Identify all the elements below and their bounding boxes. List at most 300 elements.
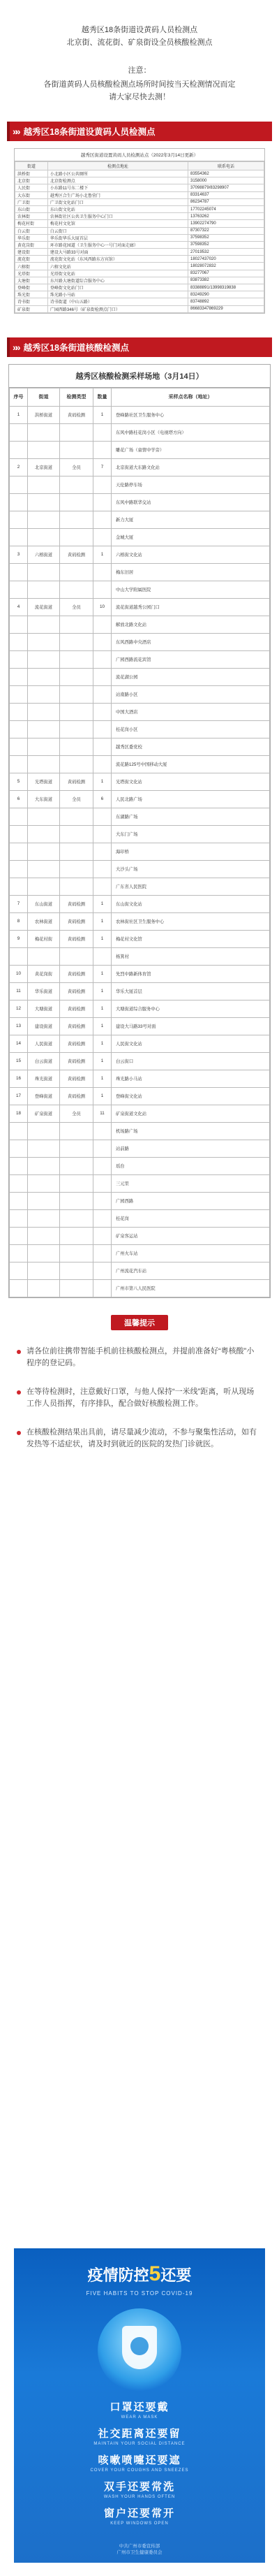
table-cell xyxy=(10,633,28,650)
table-cell: 天伦路停车场 xyxy=(112,476,270,493)
table-cell xyxy=(93,493,112,511)
table-row xyxy=(10,790,270,808)
table-cell: 83388891/13998319838 xyxy=(188,284,264,291)
table-cell: 2 xyxy=(10,458,28,476)
table-cell xyxy=(93,423,112,441)
table-cell xyxy=(93,825,112,843)
table-cell xyxy=(60,1279,93,1297)
table-cell: 新力大厦 xyxy=(112,511,270,528)
table-row xyxy=(10,493,270,511)
table-cell xyxy=(60,528,93,546)
table-row xyxy=(10,598,270,616)
table-row xyxy=(10,720,270,738)
table-row xyxy=(10,1279,270,1297)
table-cell xyxy=(28,843,60,860)
table-cell xyxy=(10,423,28,441)
table-cell xyxy=(28,1227,60,1244)
table-row xyxy=(15,291,264,298)
table-cell: 13902274790 xyxy=(188,220,264,227)
table-cell: 北京街 xyxy=(15,177,48,184)
table-cell xyxy=(93,755,112,773)
table-row xyxy=(15,277,264,284)
table-cell: 5 xyxy=(10,773,28,790)
table-cell: 东风西路中央酒店 xyxy=(112,633,270,650)
table-cell: 8 xyxy=(10,912,28,930)
table-cell: 1 xyxy=(93,965,112,982)
table-cell: 黄花岗街 xyxy=(15,241,48,248)
table-cell: 1 xyxy=(93,1000,112,1017)
table-cell: 1 xyxy=(93,912,112,930)
table-cell: 全员 xyxy=(60,598,93,616)
table-cell xyxy=(10,493,28,511)
table-cell: 1 xyxy=(93,1035,112,1052)
table-row xyxy=(15,220,264,227)
table-row xyxy=(10,965,270,982)
table-cell: 大东街道 xyxy=(28,790,60,808)
table-cell: 人民街文化站 xyxy=(112,1035,270,1052)
table-row xyxy=(10,1157,270,1174)
table-cell xyxy=(60,633,93,650)
table-cell xyxy=(93,563,112,581)
table-cell: 83873382 xyxy=(188,277,264,284)
table-cell: 华乐街 xyxy=(15,234,48,241)
table-cell: 诗书街道（中山五路） xyxy=(47,298,188,305)
poster-subtitle: FIVE HABITS TO STOP COVID-19 xyxy=(86,2290,193,2297)
table-cell: 梅花村文化馆 xyxy=(112,930,270,947)
table-cell xyxy=(93,1209,112,1227)
table-cell xyxy=(60,581,93,598)
table-cell xyxy=(10,581,28,598)
table-cell: 黄码检测 xyxy=(60,773,93,790)
column-header: 街道 xyxy=(15,162,48,170)
table-cell xyxy=(60,1244,93,1262)
table-row xyxy=(10,947,270,965)
table-row xyxy=(10,1087,270,1105)
table-cell: 东山街文化站 xyxy=(112,895,270,912)
table-row xyxy=(10,1070,270,1087)
table-cell xyxy=(10,825,28,843)
table-cell: 登峰街文化站 xyxy=(112,1087,270,1105)
yellow-code-table xyxy=(14,148,265,314)
table-cell: 83249290 xyxy=(188,291,264,298)
table-cell: 10 xyxy=(93,598,112,616)
table-cell: 光塔街文化站 xyxy=(112,773,270,790)
table-cell xyxy=(28,616,60,633)
table-cell xyxy=(60,755,93,773)
table-row xyxy=(10,912,270,930)
table-cell xyxy=(93,1279,112,1297)
table-cell xyxy=(10,650,28,668)
table-row xyxy=(15,170,264,177)
table-cell xyxy=(10,1174,28,1192)
table-cell: 光塔街道 xyxy=(28,773,60,790)
table-cell: 建设大马路33号对面 xyxy=(112,1017,270,1035)
table-cell: 瑶台 xyxy=(112,1157,270,1174)
table-cell: 大沙头广场 xyxy=(112,860,270,878)
table-cell: 37098879/83298907 xyxy=(188,184,264,191)
table-cell: 东山街道 xyxy=(28,895,60,912)
table-cell: 7 xyxy=(10,895,28,912)
table-cell: 1 xyxy=(93,773,112,790)
table-cell: 珠光路小马站 xyxy=(112,1070,270,1087)
table-cell: 东风中路联华交站 xyxy=(112,493,270,511)
table-cell: 建设街 xyxy=(15,249,48,256)
table-row xyxy=(15,205,264,212)
table-cell xyxy=(10,1192,28,1209)
table-cell xyxy=(10,860,28,878)
table-cell: 黄码检测 xyxy=(60,546,93,563)
table-cell xyxy=(10,755,28,773)
table-cell xyxy=(28,1279,60,1297)
table-row xyxy=(10,1000,270,1017)
table-cell xyxy=(28,1140,60,1157)
table-cell: 矿泉街道 xyxy=(28,1105,60,1122)
table-cell: 北京街道 xyxy=(28,458,60,476)
rule-windows: 窗户还要常开 KEEP WINDOWS OPEN xyxy=(103,2508,175,2526)
table-row xyxy=(10,1122,270,1140)
table-cell: 广卫街 xyxy=(15,198,48,205)
table-cell xyxy=(60,1262,93,1279)
table-cell: 全员 xyxy=(60,1105,93,1122)
table-cell: 大东门广场 xyxy=(112,825,270,843)
table-cell: 人民北路广场 xyxy=(112,790,270,808)
table-row xyxy=(10,1262,270,1279)
table-cell: 六榕街 xyxy=(15,263,48,270)
bullet-icon xyxy=(17,1390,21,1395)
chevron-right-icon: »» xyxy=(13,126,18,137)
table-cell: 黄码检测 xyxy=(60,965,93,982)
table-cell: 广州流花汽车站 xyxy=(112,1262,270,1279)
table-cell xyxy=(93,1174,112,1192)
table-title: 越秀区街道设置黄码人员检测站点（2022年3月14日更新） xyxy=(15,149,264,161)
table-cell xyxy=(28,703,60,720)
column-header: 序号 xyxy=(10,388,28,406)
section-title: 越秀区18条街道核酸检测点 xyxy=(23,342,129,353)
table-cell xyxy=(10,878,28,895)
table-cell: 6 xyxy=(93,790,112,808)
table-cell: 1 xyxy=(93,930,112,947)
table-row xyxy=(15,234,264,241)
table-row xyxy=(10,930,270,947)
table-cell xyxy=(93,1192,112,1209)
table-cell: 83748892 xyxy=(188,298,264,305)
table-cell: 全员 xyxy=(60,458,93,476)
table-cell: 广东省人民医院 xyxy=(112,878,270,895)
table-cell xyxy=(10,668,28,685)
table-cell: 金城大厦 xyxy=(112,528,270,546)
table-cell xyxy=(10,1227,28,1244)
table-cell xyxy=(28,1174,60,1192)
table-row xyxy=(10,1209,270,1227)
table-cell xyxy=(60,1209,93,1227)
table-cell: 登峰街道 xyxy=(28,1087,60,1105)
table-row xyxy=(10,1017,270,1035)
table-cell: 黄花岗街 xyxy=(28,965,60,982)
tip-text: 请各位前往携带智能手机前往核酸检测点，并提前准备好“粤核酸”小程序的登记码。 xyxy=(27,1346,255,1367)
table-cell xyxy=(10,1157,28,1174)
table-row xyxy=(15,177,264,184)
table-cell: 海印桥 xyxy=(112,843,270,860)
rule-cover: 咳嗽喷嚏还要遮 COVER YOUR COUGHS AND SNEEZES xyxy=(90,2454,189,2473)
table-row xyxy=(10,738,270,755)
table-cell: 建设街道 xyxy=(28,1017,60,1035)
table-cell: 小北路小区公共厕所 xyxy=(47,170,188,177)
poster-title: 疫情防控5还要 xyxy=(87,2262,192,2285)
table-row xyxy=(10,825,270,843)
table-row xyxy=(15,256,264,263)
table-cell xyxy=(60,685,93,703)
table-cell xyxy=(28,476,60,493)
table-cell: 小东路11号东二楼下 xyxy=(47,184,188,191)
table-cell: 洪桥街 xyxy=(15,170,48,177)
table-cell: 黄码检测 xyxy=(60,1087,93,1105)
table-cell: 东湖路广场 xyxy=(112,808,270,825)
table-cell: 流花街 xyxy=(15,256,48,263)
table-cell xyxy=(60,563,93,581)
table-cell xyxy=(28,825,60,843)
table-cell xyxy=(10,703,28,720)
shield-icon xyxy=(98,2308,181,2392)
table-cell xyxy=(28,650,60,668)
table-cell: 建设大马路33号对面 xyxy=(47,249,188,256)
table-cell xyxy=(28,685,60,703)
table-cell: 东风中路桂花岗小区（电视塔方向） xyxy=(112,423,270,441)
table-row xyxy=(10,423,270,441)
table-row xyxy=(10,1227,270,1244)
table-cell: 3158000 xyxy=(188,177,264,184)
table-cell xyxy=(93,1122,112,1140)
table-cell xyxy=(28,1209,60,1227)
table-cell: 18 xyxy=(10,1105,28,1122)
table-cell: 白云街口 xyxy=(112,1052,270,1070)
table-cell: 1 xyxy=(10,406,28,423)
table-cell xyxy=(93,1140,112,1157)
intro-line-1: 越秀区18条街道设黄码人员检测点 xyxy=(81,26,198,34)
table-cell: 北京街检测点 xyxy=(47,177,188,184)
table-row xyxy=(15,284,264,291)
table-cell: 大东街 xyxy=(15,191,48,198)
table-cell: 登峰路社区卫生服务中心 xyxy=(112,406,270,423)
tip-item xyxy=(17,1346,259,1369)
table-cell: 广州市第八人民医院 xyxy=(112,1279,270,1297)
tip-item xyxy=(17,1386,259,1410)
table-cell xyxy=(28,860,60,878)
table-cell: 13763262 xyxy=(188,213,264,220)
table-cell xyxy=(10,528,28,546)
bullet-icon xyxy=(17,1350,21,1354)
table-cell: 黄码检测 xyxy=(60,982,93,1000)
table-cell xyxy=(60,825,93,843)
section-header-test-sites xyxy=(7,337,272,357)
table-cell xyxy=(93,668,112,685)
table-cell: 大塘街道 xyxy=(28,1000,60,1017)
table-cell xyxy=(93,720,112,738)
column-header: 数量 xyxy=(93,388,112,406)
table-cell xyxy=(28,738,60,755)
table-cell xyxy=(60,511,93,528)
table-row xyxy=(10,685,270,703)
notice-line-1: 各街道黄码人员核酸检测点场所时间按当天检测情况而定 xyxy=(43,80,236,89)
bullet-icon xyxy=(17,1431,21,1435)
table-cell: 人民街 xyxy=(15,184,48,191)
table-cell xyxy=(28,755,60,773)
table-row xyxy=(10,1192,270,1209)
test-sites-table xyxy=(8,364,271,1298)
table-row xyxy=(10,441,270,458)
table-row xyxy=(15,227,264,234)
table-row xyxy=(15,305,264,312)
table-cell: 黄码检测 xyxy=(60,1017,93,1035)
table-row xyxy=(10,581,270,598)
table-cell: 1 xyxy=(93,1017,112,1035)
table-cell xyxy=(10,1262,28,1279)
table-cell xyxy=(60,947,93,965)
table-cell: 农林街 xyxy=(15,213,48,220)
table-cell: 83277067 xyxy=(188,270,264,277)
table-row xyxy=(10,511,270,528)
table-cell xyxy=(93,581,112,598)
table-cell: 解放北路文化站 xyxy=(112,616,270,633)
table-cell xyxy=(93,476,112,493)
table-cell: 六榕街道 xyxy=(28,546,60,563)
table-cell xyxy=(93,685,112,703)
table-cell xyxy=(60,650,93,668)
table-cell xyxy=(10,563,28,581)
table-cell: 雕花广场（童情中学旁） xyxy=(112,441,270,458)
table-cell: 梅东旧居 xyxy=(112,563,270,581)
table-cell: 中山大学附属医院 xyxy=(112,581,270,598)
tip-text: 在等待检测时，注意戴好口罩，与他人保持“一米线”距离，听从现场工作人员指挥，有序排队，配合做好核酸检测工作。 xyxy=(27,1387,255,1408)
table-cell: 18027437020 xyxy=(188,256,264,263)
table-cell xyxy=(28,1122,60,1140)
table-cell: 登峰街 xyxy=(15,284,48,291)
intro xyxy=(0,0,279,103)
table-cell xyxy=(28,528,60,546)
table-row xyxy=(10,808,270,825)
table-cell: 1 xyxy=(93,406,112,423)
table-row xyxy=(15,241,264,248)
table-cell xyxy=(10,808,28,825)
table-cell: 7 xyxy=(93,458,112,476)
table-cell: 1 xyxy=(93,546,112,563)
table-cell: 越秀区委党校 xyxy=(112,738,270,755)
table-cell: 流花街文化站（东风西路东方宾馆） xyxy=(47,256,188,263)
table-cell xyxy=(93,947,112,965)
table-cell: 农林街社区卫生服务中心 xyxy=(112,912,270,930)
table-row xyxy=(10,406,270,423)
tips-banner: 温馨提示 xyxy=(111,1315,168,1330)
table-row xyxy=(15,198,264,205)
table-cell xyxy=(60,1192,93,1209)
table-cell xyxy=(60,878,93,895)
table-cell xyxy=(60,860,93,878)
rule-mask: 口罩还要戴 WEAR A MASK xyxy=(110,2401,169,2419)
table-cell xyxy=(28,1262,60,1279)
table-cell: 矿泉客运站 xyxy=(112,1227,270,1244)
table-cell: 光塔街 xyxy=(15,270,48,277)
table-row xyxy=(10,563,270,581)
table-cell: 黄码检测 xyxy=(60,1000,93,1017)
table-cell: 珠光路小马站 xyxy=(47,291,188,298)
table-cell xyxy=(10,947,28,965)
table-cell xyxy=(60,441,93,458)
table-cell: 黄码检测 xyxy=(60,1052,93,1070)
table-row xyxy=(10,476,270,493)
table-cell: 6 xyxy=(10,790,28,808)
table-cell xyxy=(60,1140,93,1157)
table-cell: 白云街口 xyxy=(47,227,188,234)
poster-footer: 中共广州市委宣传部 广州市卫生健康委员会 xyxy=(116,2544,163,2555)
table-row xyxy=(15,213,264,220)
prevention-poster xyxy=(14,2248,265,2563)
table-cell: 83554362 xyxy=(188,170,264,177)
table-cell xyxy=(60,703,93,720)
table-cell: 16 xyxy=(10,1070,28,1087)
table-cell: 大塘街道综合服务中心 xyxy=(112,1000,270,1017)
table-cell xyxy=(93,1244,112,1262)
table-cell: 流花街道越秀公园门口 xyxy=(112,598,270,616)
table-cell xyxy=(28,633,60,650)
table-cell xyxy=(10,720,28,738)
table-cell: 17 xyxy=(10,1087,28,1105)
table-cell: 13 xyxy=(10,1017,28,1035)
table-row xyxy=(15,263,264,270)
table-cell xyxy=(93,528,112,546)
table-cell: 黄码检测 xyxy=(60,1070,93,1087)
table-cell: 梅花村街 xyxy=(15,220,48,227)
table-cell: 1 xyxy=(93,895,112,912)
table-row xyxy=(10,860,270,878)
table-cell: 黄码检测 xyxy=(60,406,93,423)
table-cell xyxy=(93,441,112,458)
column-header: 联系电话 xyxy=(188,162,264,170)
tip-item xyxy=(17,1427,259,1450)
table-cell xyxy=(93,1157,112,1174)
table-cell: 18028072832 xyxy=(188,263,264,270)
section-header-yellow-code xyxy=(7,122,272,141)
table-row xyxy=(10,1174,270,1192)
table-cell xyxy=(10,738,28,755)
table-cell xyxy=(60,1122,93,1140)
table-cell xyxy=(93,633,112,650)
table-cell: 1 xyxy=(93,1070,112,1087)
table-cell: 诗书街 xyxy=(15,298,48,305)
column-header: 采样点名称（地址） xyxy=(112,388,270,406)
table-row xyxy=(10,1105,270,1122)
table-cell: 农林街社区公共卫生服务中心门口 xyxy=(47,213,188,220)
table-cell: 广卫街文化站门口 xyxy=(47,198,188,205)
table-cell: 广园西路 xyxy=(112,1192,270,1209)
table-row xyxy=(10,755,270,773)
table-cell xyxy=(28,511,60,528)
table-cell: 流花湖公园 xyxy=(112,668,270,685)
table-cell xyxy=(28,423,60,441)
table-cell: 桂花岗 xyxy=(112,1209,270,1227)
table-row xyxy=(15,184,264,191)
table-cell: 27019532 xyxy=(188,249,264,256)
table-cell xyxy=(60,808,93,825)
table-row xyxy=(15,249,264,256)
table-cell xyxy=(60,668,93,685)
table-cell: 11 xyxy=(93,1105,112,1122)
table-cell xyxy=(28,720,60,738)
table-cell: 梅花村街 xyxy=(28,930,60,947)
table-cell xyxy=(93,703,112,720)
table-cell: 站南路小区 xyxy=(112,685,270,703)
table-cell: 矿泉街 xyxy=(15,305,48,312)
table-cell xyxy=(10,441,28,458)
table-cell xyxy=(93,650,112,668)
